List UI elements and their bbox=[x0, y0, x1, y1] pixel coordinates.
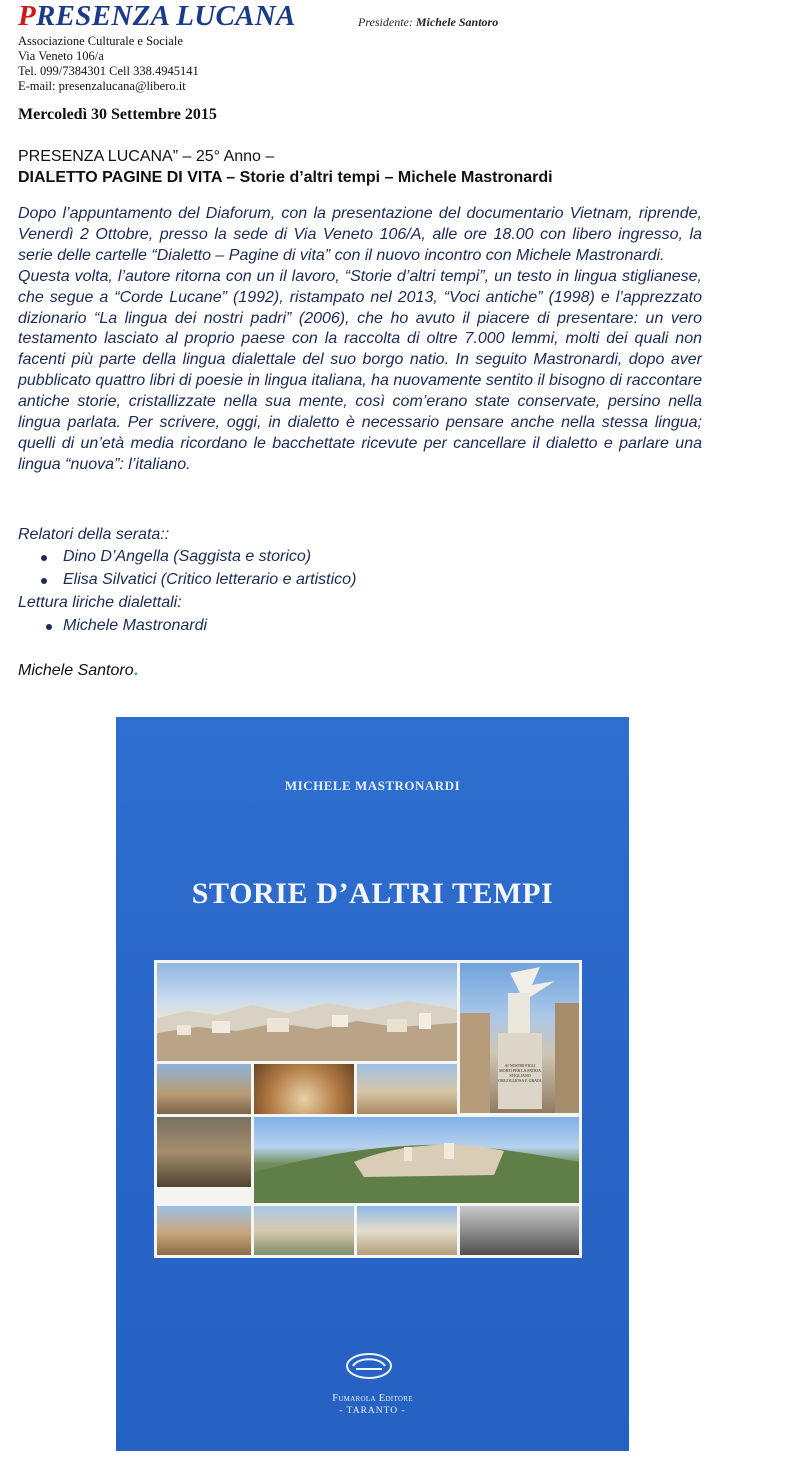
old-town-bw-photo bbox=[460, 1206, 579, 1255]
speaker-item: Elisa Silvatici (Critico letterario e artistico) bbox=[63, 571, 357, 588]
hilltop-town-photo bbox=[254, 1117, 579, 1203]
org-title-initial-p: P bbox=[18, 0, 37, 32]
contact-email: E-mail: presenzalucana@libero.it bbox=[18, 79, 186, 93]
publisher-name: Fumarola Editore bbox=[332, 1393, 413, 1404]
bullet-icon bbox=[46, 624, 52, 630]
signature-dot: . bbox=[133, 662, 139, 679]
contact-phone: Tel. 099/7384301 Cell 338.4945141 bbox=[18, 64, 199, 78]
book-cover bbox=[116, 717, 629, 1451]
contact-association: Associazione Culturale e Sociale bbox=[18, 34, 183, 48]
article-body bbox=[18, 204, 702, 476]
bullet-icon bbox=[41, 555, 47, 561]
bullet-icon bbox=[41, 578, 47, 584]
square-photo bbox=[254, 1206, 354, 1255]
president-line bbox=[358, 15, 498, 30]
speaker-item: Dino D’Angella (Saggista e storico) bbox=[63, 548, 312, 565]
publisher-logo-icon bbox=[344, 1351, 394, 1381]
town-panorama-photo bbox=[157, 963, 457, 1061]
org-title-initial-l: L bbox=[176, 0, 195, 32]
castle-photo bbox=[157, 1206, 251, 1255]
readings-label: Lettura liriche dialettali: bbox=[18, 594, 182, 611]
monument-photo bbox=[460, 963, 579, 1113]
contact-address: Via Veneto 106/a bbox=[18, 49, 104, 63]
church-interior-photo bbox=[254, 1064, 354, 1114]
president-name: Michele Santoro bbox=[415, 15, 499, 29]
building-photo bbox=[157, 1064, 251, 1114]
contact-block bbox=[18, 34, 199, 94]
signature-name: Michele Santoro bbox=[18, 662, 134, 679]
monument-inscription: AI NOSTRI FIGLI MORTI PER LA PATRIA STIGLIANO ORGOGLIOSA E GRATA bbox=[498, 1063, 542, 1083]
article-paragraph: Dopo l’appuntamento del Diaforum, con la presentazione del documentario Vietnam, riprende, Venerdì 2 Ottobre, presso la sede di Via Veneto 106/A, alle ore 18.00 con libero ingresso, la serie delle cartelle “Dialetto – Pagine di vita” con il nuovo incontro con Michele Mastronardi. bbox=[18, 205, 702, 264]
org-title-part: RESENZA bbox=[36, 0, 177, 32]
article-headline: DIALETTO PAGINE DI VITA – Storie d’altri tempi – Michele Mastronardi bbox=[18, 169, 553, 186]
cover-author: MICHELE MASTRONARDI bbox=[284, 778, 461, 793]
org-title bbox=[18, 0, 296, 33]
publication-date: Mercoledì 30 Settembre 2015 bbox=[18, 106, 217, 123]
monument-drawing bbox=[460, 963, 579, 1113]
town-panorama-drawing bbox=[157, 963, 457, 1061]
speakers-label: Relatori della serata:: bbox=[18, 526, 170, 543]
publisher-city: - TARANTO - bbox=[339, 1406, 406, 1416]
statue-garden-photo bbox=[157, 1117, 251, 1187]
president-label: Presidente: bbox=[358, 15, 416, 29]
cover-photo-collage bbox=[154, 960, 582, 1258]
palace-photo bbox=[357, 1064, 457, 1114]
article-paragraph: Questa volta, l’autore ritorna con un il lavoro, “Storie d’altri tempi”, un testo in lingua stiglianese, che segue a “Corde Lucane” (1992), ristampato nel 2013, “Voci antiche” (1998) e l’apprezzato dizionario “La lingua dei nostri padri” (2006), che ho avuto il piacere di presentare: un vero testamento lasciato al proprio paese con la raccolta di oltre 7.000 lemmi, molti dei quali non facenti più parte della lingua dialettale del suo borgo natio. In seguito Mastronardi, dopo aver pubblicato quattro libri di poesie in lingua italiana, ha nuovamente sentito il bisogno di raccontare antiche storie, cristallizzate nella sua mente, così com’erano state conservate, persino nella lingua parlata. Per scrivere, oggi, in dialetto è necessario pensare anche nella stessa lingua; quelli di un’età media ricordano le bacchettate ricevute per cancellare il dialetto e parlare una lingua “nuova”: l’italiano. bbox=[18, 267, 702, 473]
article-kicker: PRESENZA LUCANA” – 25° Anno – bbox=[18, 148, 275, 165]
cover-title: STORIE D’ALTRI TEMPI bbox=[191, 877, 554, 910]
hilltop-drawing bbox=[254, 1117, 579, 1203]
bell-tower-photo bbox=[357, 1206, 457, 1255]
org-title-rest: UCANA bbox=[194, 0, 296, 32]
reader-item: Michele Mastronardi bbox=[63, 617, 208, 634]
signature bbox=[18, 662, 138, 680]
